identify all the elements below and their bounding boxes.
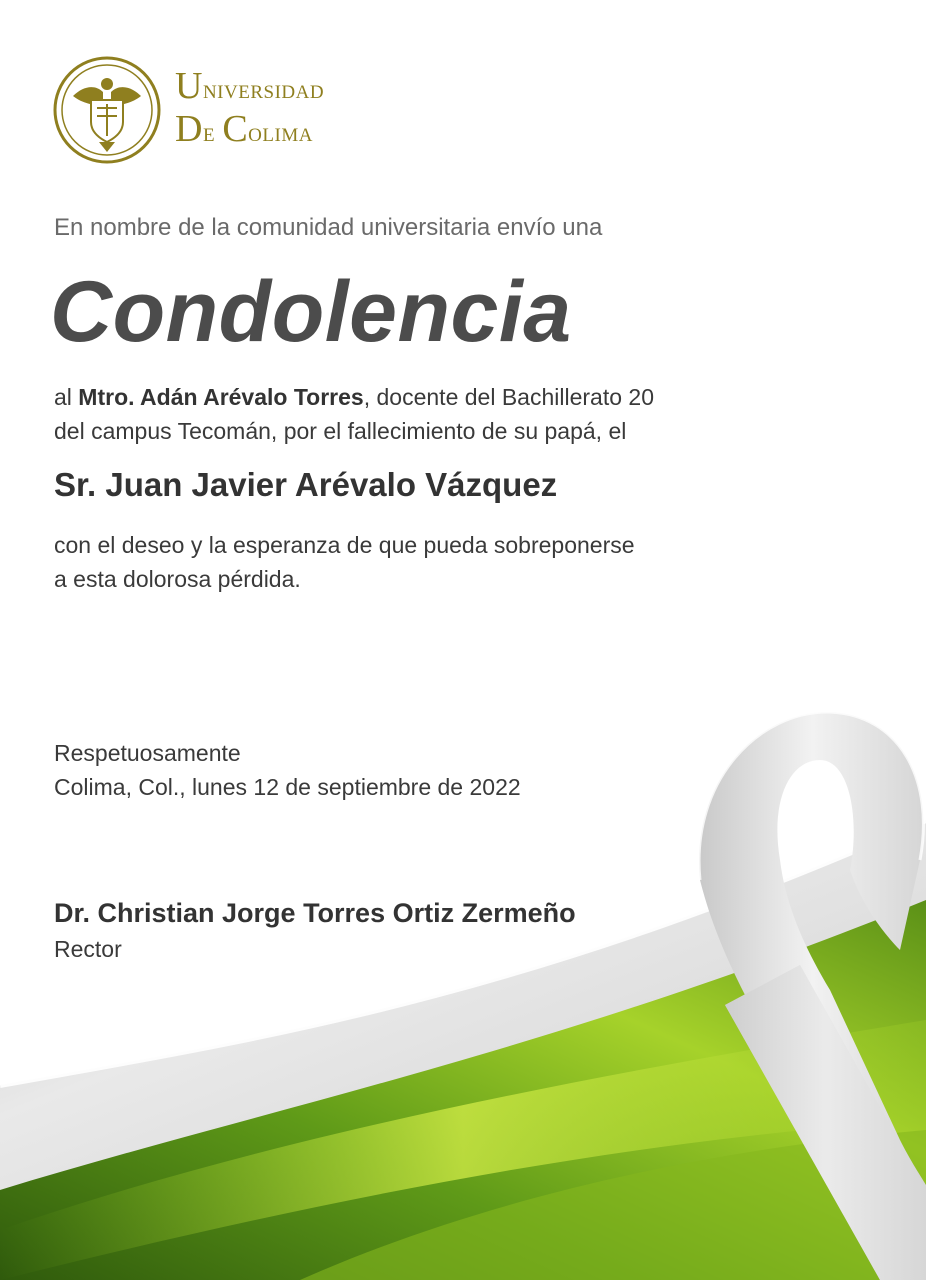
signer-name: Dr. Christian Jorge Torres Ortiz Zermeño xyxy=(54,898,576,928)
p1-line1-suffix: , docente del Bachillerato 20 xyxy=(363,384,654,410)
logo-initial-u: U xyxy=(175,65,203,107)
university-name xyxy=(175,66,324,152)
place-date: Colima, Col., lunes 12 de septiembre de 2022 xyxy=(54,774,521,800)
recipient-paragraph xyxy=(54,380,774,448)
p1-line2: del campus Tecomán, por el fallecimiento de su papá, el xyxy=(54,418,627,444)
p2-line1: con el deseo y la esperanza de que pueda sobreponerse xyxy=(54,532,635,558)
recipient-name: Mtro. Adán Arévalo Torres xyxy=(78,384,364,410)
closing-block xyxy=(54,736,774,804)
logo-line-1 xyxy=(175,66,324,109)
wish-paragraph xyxy=(54,528,774,596)
signer-role: Rector xyxy=(54,936,122,962)
closing-salutation: Respetuosamente xyxy=(54,740,241,766)
logo-rest-2a: e xyxy=(202,117,223,147)
card-title: Condolencia xyxy=(50,264,572,360)
intro-text: En nombre de la comunidad universitaria envío una xyxy=(54,214,603,241)
logo-rest-1: niversidad xyxy=(202,74,325,104)
logo-initial-c: C xyxy=(222,108,249,150)
logo-initial-d: D xyxy=(175,108,203,150)
logo-line-2 xyxy=(175,109,324,152)
university-logo xyxy=(53,56,423,164)
logo-rest-2b: olima xyxy=(248,117,313,147)
deceased-name: Sr. Juan Javier Arévalo Vázquez xyxy=(54,466,558,503)
p1-prefix: al xyxy=(54,384,79,410)
university-seal-icon xyxy=(53,56,161,164)
p2-line2: a esta dolorosa pérdida. xyxy=(54,566,301,592)
